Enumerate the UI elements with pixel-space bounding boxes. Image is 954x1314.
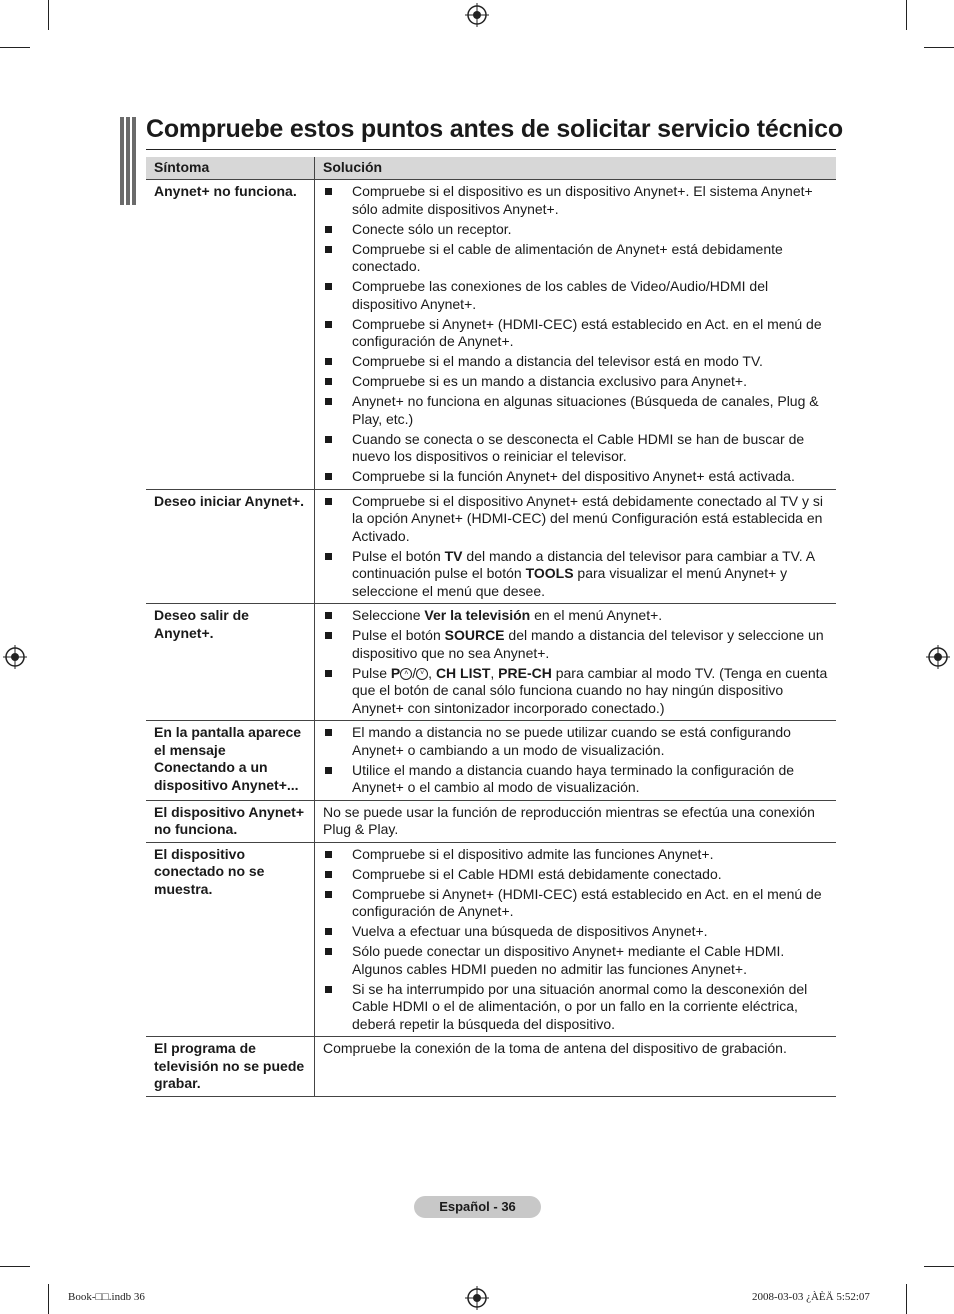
solution-item [323,607,828,625]
solution-item: Compruebe si el cable de alimentación de Anynet+ está debidamente conectado. [323,241,828,276]
symptom-cell: El dispositivo Anynet+ no funciona. [146,800,315,842]
table-row [146,800,836,842]
header-solution: Solución [315,157,837,180]
solution-list [323,607,828,717]
registration-mark-icon [3,645,27,669]
solution-cell [315,489,837,604]
troubleshooting-table [146,157,836,1097]
solution-list [323,493,828,601]
solution-item: Compruebe si el dispositivo es un dispositivo Anynet+. El sistema Anynet+ sólo admite dispositivos Anynet+. [323,183,828,218]
p-button-label: P [390,664,401,681]
table-row [146,721,836,801]
text-fragment: del mando a distancia del televisor y seleccione un dispositivo que no sea Anynet+. [352,627,824,661]
title-underline [146,149,836,150]
print-slug-date: 2008-03-03 ¿ÀÈÄ 5:52:07 [752,1291,870,1303]
text-fragment: , [490,664,499,681]
solution-item: El mando a distancia no se puede utilizar cuando se está configurando Anynet+ o cambiando a un modo de visualización. [323,724,828,759]
solution-item: Compruebe si el Cable HDMI está debidamente conectado. [323,866,828,884]
symptom-cell: En la pantalla aparece el mensaje Conectando a un dispositivo Anynet+... [146,721,315,801]
table-row [146,489,836,604]
solution-item: Conecte sólo un receptor. [323,221,828,239]
solution-cell: Compruebe la conexión de la toma de antena del dispositivo de grabación. [315,1037,837,1097]
text-fragment: del mando a distancia del televisor para cambiar a TV. A continuación pulse el botón [352,547,815,581]
registration-mark-icon [926,645,950,669]
source-button-label: SOURCE [444,627,505,643]
solution-list [323,183,828,486]
page-number-badge: Español - 36 [414,1196,541,1218]
solution-item [323,627,828,662]
solution-cell [315,180,837,490]
pre-ch-button-label: PRE-CH [498,664,552,681]
solution-cell [315,842,837,1037]
text-fragment: en el menú Anynet+. [530,607,663,623]
symptom-cell: Anynet+ no funciona. [146,180,315,490]
solution-item: Anynet+ no funciona en algunas situaciones (Búsqueda de canales, Plug & Play, etc.) [323,393,828,428]
tools-button-label: TOOLS [525,565,574,581]
solution-list [323,846,828,1034]
solution-item: Vuelva a efectuar una búsqueda de dispositivos Anynet+. [323,923,828,941]
solution-cell [315,604,837,721]
table-row [146,1037,836,1097]
table-row [146,604,836,721]
crop-mark [0,1266,30,1267]
text-fragment: Seleccione [352,607,425,623]
solution-item: Compruebe si el dispositivo admite las funciones Anynet+. [323,846,828,864]
symptom-cell: Deseo iniciar Anynet+. [146,489,315,604]
symptom-cell: Deseo salir de Anynet+. [146,604,315,721]
crop-mark [48,1284,49,1314]
header-symptom: Síntoma [146,157,315,180]
solution-item: Sólo puede conectar un dispositivo Anynet+ mediante el Cable HDMI. Algunos cables HDMI pueden no admitir las funciones Anynet+. [323,943,828,978]
solution-item: Compruebe si la función Anynet+ del dispositivo Anynet+ está activada. [323,468,828,486]
solution-item: Compruebe si Anynet+ (HDMI-CEC) está establecido en Act. en el menú de configuración de Anynet+. [323,316,828,351]
solution-cell [315,721,837,801]
symptom-cell: El dispositivo conectado no se muestra. [146,842,315,1037]
text-fragment: Pulse [352,664,391,681]
text-fragment: para cambiar al modo TV. (Tenga en cuenta que el botón de canal sólo funciona cuando no hay ningún dispositivo Anynet+ con sintonizador incorporado conectado.) [352,664,828,716]
crop-mark [924,1266,954,1267]
crop-mark [48,0,49,30]
crop-mark [924,47,954,48]
text-fragment: Pulse el botón [352,627,445,643]
registration-mark-icon [465,3,489,27]
ch-list-button-label: CH LIST [435,664,491,681]
table-row [146,180,836,490]
channel-down-icon: ˅ [416,668,428,680]
channel-up-icon: ˄ [400,668,412,680]
table-header-row [146,157,836,180]
text-fragment: Pulse el botón [352,547,445,564]
crop-mark [0,47,30,48]
solution-item: Compruebe si es un mando a distancia exclusivo para Anynet+. [323,373,828,391]
crop-mark [906,0,907,30]
solution-item: Compruebe si el mando a distancia del televisor está en modo TV. [323,353,828,371]
solution-item: Si se ha interrumpido por una situación anormal como la desconexión del Cable HDMI o el de alimentación, o por un fallo en la corriente eléctrica, deberá repetir la búsqueda del dispositivo. [323,981,828,1034]
registration-mark-icon [465,1286,489,1310]
solution-item: Cuando se conecta o se desconecta el Cable HDMI se han de buscar de nuevo los dispositivos o reiniciar el televisor. [323,431,828,466]
title-accent-bar [120,117,136,205]
text-fragment: , [428,664,436,681]
page-title: Compruebe estos puntos antes de solicitar servicio técnico [146,115,843,143]
symptom-cell: El programa de televisión no se puede grabar. [146,1037,315,1097]
solution-item: Compruebe las conexiones de los cables de Video/Audio/HDMI del dispositivo Anynet+. [323,278,828,313]
solution-item: Compruebe si Anynet+ (HDMI-CEC) está establecido en Act. en el menú de configuración de Anynet+. [323,886,828,921]
tv-button-label: TV [444,547,463,564]
table-row [146,842,836,1037]
print-slug-file: Book-□□.indb 36 [68,1291,145,1303]
text-fragment: / [412,664,417,681]
solution-cell: No se puede usar la función de reproducción mientras se efectúa una conexión Plug & Play. [315,800,837,842]
solution-list [323,724,828,797]
crop-mark [906,1284,907,1314]
solution-item: Compruebe si el dispositivo Anynet+ está debidamente conectado al TV y si la opción Anynet+ (HDMI-CEC) del menú Configuración está establecida en Activado. [323,493,828,546]
menu-option-label: Ver la televisión [424,607,531,623]
solution-item [323,548,828,601]
solution-item [323,665,828,718]
solution-item: Utilice el mando a distancia cuando haya terminado la configuración de Anynet+ o el cambio al modo de visualización. [323,762,828,797]
text-fragment: para visualizar el menú Anynet+ y seleccione el menú que desee. [352,565,788,599]
